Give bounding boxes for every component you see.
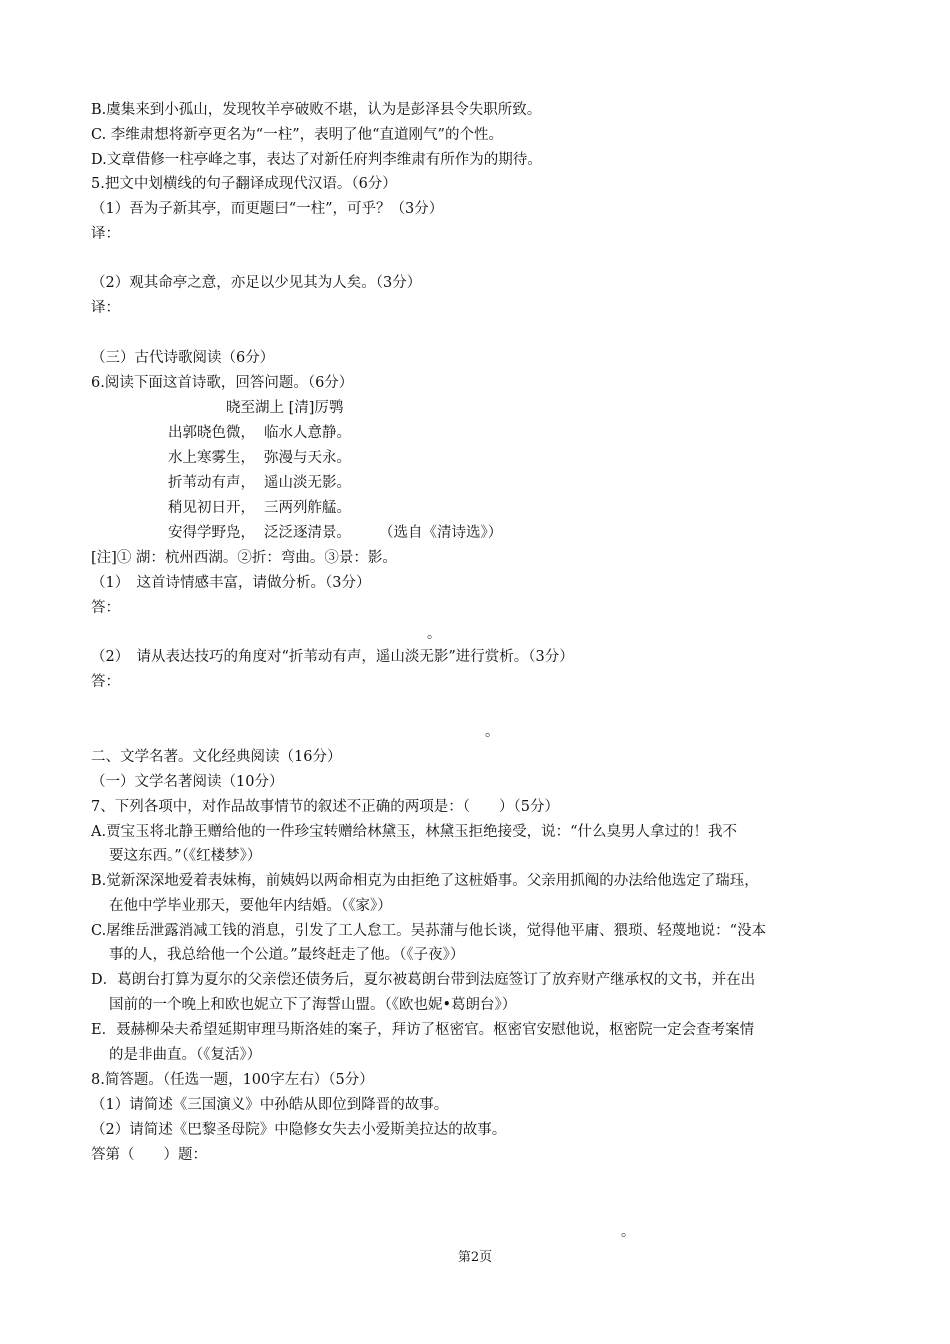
q8-stem: 8.简答题。（任选一题，100字左右）（5分） (91, 1072, 374, 1088)
poem-line-first-half: 折苇动有声， (168, 475, 255, 491)
q4-option-b: B.虞集来到小孤山，发现牧羊亭破败不堪，认为是彭泽县令失职所致。 (91, 102, 542, 118)
answer-period: 。 (621, 1224, 635, 1240)
q4-option-d: D.文章借修一柱亭峰之事，表达了对新任府判李维肃有所作为的期待。 (91, 152, 542, 168)
q6-sub2: （2） 请从表达技巧的角度对“折苇动有声，遥山淡无影”进行赏析。（3分） (91, 649, 574, 665)
q5-sub1: （1）吾为子新其亭，而更题曰“一柱”，可乎？（3分） (91, 201, 444, 217)
poem-line-first-half: 稍见初日开， (168, 500, 255, 516)
q7-option-a-cont: 要这东西。”（《红楼梦》） (109, 848, 262, 864)
q7-option-a: A.贾宝玉将北静王赠给他的一件珍宝转赠给林黛玉，林黛玉拒绝接受，说：“什么臭男人拿过的！我不 (91, 824, 737, 840)
q5-answer1-label: 译： (91, 226, 120, 242)
q7-option-c-cont: 事的人，我总给他一个公道。”最终赶走了他。（《子夜》） (109, 947, 465, 963)
q8-option-1: （1）请简述《三国演义》中孙皓从即位到降晋的故事。 (91, 1097, 449, 1113)
poem-line-second-half: 弥漫与天永。 (264, 450, 351, 466)
q6-stem: 6.阅读下面这首诗歌，回答问题。（6分） (91, 375, 354, 391)
poem-line-second-half: 临水人意静。 (264, 425, 351, 441)
q7-stem: 7、下列各项中，对作品故事情节的叙述不正确的两项是：（ ）（5分） (91, 799, 559, 815)
poem-line-first-half: 出郭晓色微， (168, 425, 255, 441)
q7-option-d: D．葛朗台打算为夏尔的父亲偿还债务后，夏尔被葛朗台带到法庭签订了放弃财产继承权的文书，并在出 (91, 972, 756, 988)
q5-answer2-label: 译： (91, 300, 120, 316)
q5-stem: 5.把文中划横线的句子翻译成现代汉语。（6分） (91, 176, 397, 192)
poem-line-first-half: 水上寒雾生， (168, 450, 255, 466)
page-number: 第2页 (457, 1250, 493, 1265)
q6-answer1-label: 答： (91, 600, 120, 616)
answer-period: 。 (427, 626, 441, 642)
poem-line-second-half: 泛泛逐清景。 (264, 525, 351, 541)
answer-period: 。 (485, 724, 499, 740)
poem-line-second-half: 遥山淡无影。 (264, 475, 351, 491)
poem-line-first-half: 安得学野凫， (168, 525, 255, 541)
poem-line (168, 473, 351, 493)
q7-option-c: C.屠维岳泄露消减工钱的消息，引发了工人怠工。吴荪蒲与他长谈，觉得他平庸、猥琐、轻蔑地说：“没本 (91, 923, 767, 939)
poem-line (168, 523, 502, 543)
q7-option-e-cont: 的是非曲直。（《复活》） (109, 1047, 262, 1063)
poem-line (168, 448, 351, 468)
q5-sub2: （2）观其命亭之意，亦足以少见其为人矣。（3分） (91, 275, 422, 291)
poem-title: 晓至湖上 [清]厉鹗 (226, 400, 344, 416)
q7-option-b: B.觉新深深地爱着表妹梅，前姨妈以两命相克为由拒绝了这桩婚事。父亲用抓阄的办法给他选定了瑞珏， (91, 873, 759, 889)
poem-source: （选自《清诗选》） (379, 525, 503, 541)
q6-answer2-label: 答： (91, 674, 120, 690)
part2-sub-heading: （一）文学名著阅读（10分） (91, 774, 284, 790)
q4-option-c: C. 李维肃想将新亭更名为“一柱”，表明了他“直道刚气”的个性。 (91, 127, 503, 143)
q7-option-d-cont: 国前的一个晚上和欧也妮立下了海誓山盟。（《欧也妮•葛朗台》） (109, 997, 517, 1013)
poem-line (168, 498, 351, 518)
section3-heading: （三）古代诗歌阅读（6分） (91, 350, 275, 366)
q6-sub1: （1） 这首诗情感丰富，请做分析。（3分） (91, 575, 371, 591)
q8-option-2: （2）请简述《巴黎圣母院》中隐修女失去小爱斯美拉达的故事。 (91, 1122, 507, 1138)
part2-heading: 二、文学名著。文化经典阅读（16分） (91, 749, 342, 765)
q7-option-b-cont: 在他中学毕业那天，要他年内结婚。（《家》） (109, 898, 392, 914)
poem-line (168, 423, 351, 443)
poem-notes: [注]① 湖：杭州西湖。②折：弯曲。③景：影。 (91, 550, 397, 566)
poem-line-second-half: 三两列舴艋。 (264, 500, 351, 516)
q7-option-e: E．聂赫柳朵夫希望延期审理马斯洛娃的案子，拜访了枢密官。枢密官安慰他说，枢密院一定会查考案情 (91, 1022, 755, 1038)
q8-answer-label: 答第（ ）题： (91, 1147, 207, 1163)
